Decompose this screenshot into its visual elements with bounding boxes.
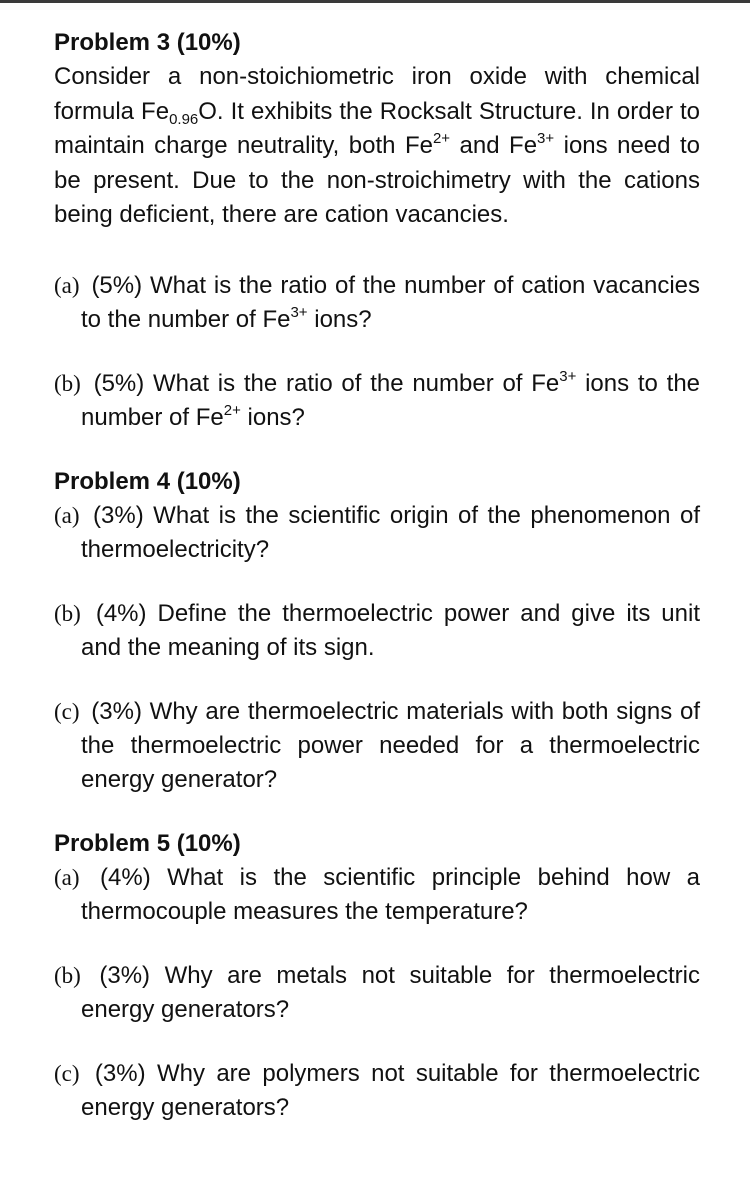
charge-3plus: 3+ [290,303,308,321]
question-label: (a) [54,272,80,298]
problem-3-question-b [54,367,700,435]
top-border [0,0,750,3]
question-text: (4%) Define the thermoelectric power and give its unit and the meaning of its sign. [81,599,700,661]
question-label: (b) [54,962,81,988]
charge-2plus: 2+ [223,401,241,419]
question-label: (a) [54,502,80,528]
question-text: (3%) Why are metals not suitable for thermoelectric energy generators? [81,961,701,1023]
document-page [54,26,700,1125]
problem-5-heading: Problem 5 (10%) [54,829,241,857]
question-text: (3%) What is the scientific origin of the phenomenon of thermoelectricity? [81,501,700,563]
problem-4-question-a [54,499,700,567]
problem-5 [54,827,700,1125]
formula-subscript: 0.96 [169,110,199,128]
charge-2plus: 2+ [432,130,451,148]
question-label: (b) [54,600,81,626]
question-text-2: ions to the number of Fe [81,369,701,431]
question-text: (5%) What is the ratio of the number of cation vacancies to the number of Fe [81,271,700,333]
problem-4-question-c [54,695,700,797]
question-text-end: ions? [240,403,305,431]
intro-text-3: and Fe [450,132,538,160]
problem-5-question-a [54,861,700,929]
question-label: (c) [54,1060,80,1086]
charge-3plus: 3+ [537,130,555,148]
question-label: (a) [54,864,80,890]
problem-3 [54,26,700,435]
intro-text-2: O. It exhibits the Rocksalt Structure. In order to maintain charge neutrality, both Fe [54,97,700,160]
question-label: (c) [54,698,80,724]
problem-3-heading: Problem 3 (10%) [54,29,241,56]
problem-4-question-b [54,597,700,665]
question-text: (4%) What is the scientific principle behind how a thermocouple measures the temperature? [81,863,701,925]
problem-4-heading: Problem 4 (10%) [54,467,241,495]
intro-text-4: ions need to be present. Due to the non-stroichimetry with the cations being deficient, there are cation vacancies. [54,132,700,229]
problem-3-intro [54,60,700,233]
question-text: (3%) Why are polymers not suitable for thermoelectric energy generators? [81,1059,701,1121]
intro-text-1: Consider a non-stoichiometric iron oxide with chemical formula Fe [54,63,700,125]
problem-3-question-a [54,269,700,337]
question-text-1: (5%) What is the ratio of the number of Fe [93,369,560,397]
question-label: (b) [54,370,81,396]
problem-4 [54,465,700,797]
charge-3plus: 3+ [559,367,577,385]
question-text-end: ions? [307,305,372,333]
problem-5-question-c [54,1057,700,1125]
problem-5-question-b [54,959,700,1027]
question-text: (3%) Why are thermoelectric materials with both signs of the thermoelectric power needed for a thermoelectric energy generator? [81,697,700,793]
